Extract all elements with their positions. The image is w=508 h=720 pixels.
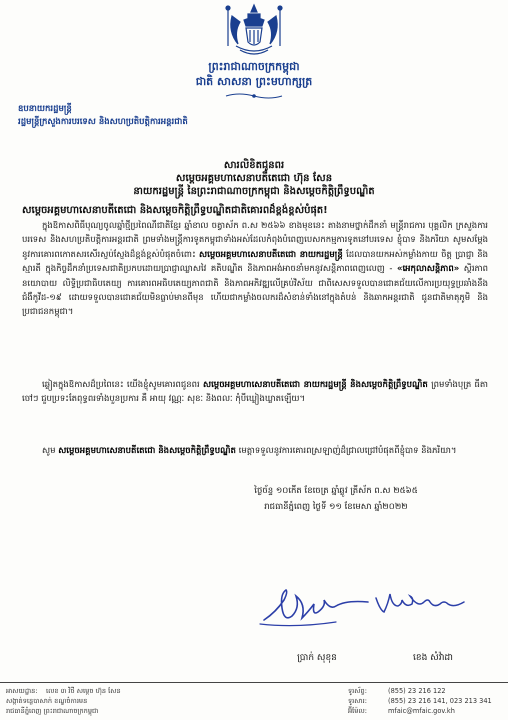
signature-left <box>256 582 376 630</box>
ornament-divider-icon <box>224 92 284 100</box>
salutation: សម្តេចអគ្គមហាសេនាបតីតេជោ និងសម្តេចកិត្តិព្រឹទ្ធបណ្ឌិតជាតិគោរពដ៏ខ្ពង់ខ្ពស់បំផុត! <box>22 205 328 216</box>
signature-right <box>372 586 468 620</box>
body-paragraph-3: សូម សម្តេចអគ្គមហាសេនាបតីតេជោ និងសម្តេចកិត្តិព្រឹទ្ធបណ្ឌិត មេត្តាទទួលនូវការគោរពស្រឡាញ់ដ៏ជ្រាលជ្រៅបំផុតពីខ្ញុំបាទ និងភរិយា។ <box>42 446 457 456</box>
solar-date: រាជធានីភ្នំពេញ ថ្ងៃទី ១១ ខែមេសា ឆ្នាំ២០២២ <box>264 502 408 512</box>
ministry-title-line2: រដ្ឋមន្ត្រីក្រសួងការបរទេស និងសហប្រតិបត្តិការអន្តរជាតិ <box>18 117 188 127</box>
signatory-name-left: ប្រាក់ សុខុន <box>297 653 337 663</box>
footer-address-line3: រាជធានីភ្នំពេញ ព្រះរាជាណាចក្រកម្ពុជា <box>6 707 99 715</box>
national-motto: ជាតិ សាសនា ព្រះមហាក្សត្រ <box>195 75 313 88</box>
royal-coat-of-arms-icon <box>224 2 284 58</box>
recipient-line2: នាយករដ្ឋមន្ត្រី នៃព្រះរាជាណាចក្រកម្ពុជា និងសម្តេចកិត្តិព្រឹទ្ធបណ្ឌិត <box>133 186 375 197</box>
kingdom-name: ព្រះរាជាណាចក្រកម្ពុជា <box>208 60 300 73</box>
signatory-name-right: ខេង សំវ៉ាដា <box>413 653 453 663</box>
recipient-line1: សម្តេចអគ្គមហាសេនាបតីតេជោ ហ៊ុន សែន <box>175 173 333 184</box>
letter-title: សារលិខិតជូនពរ <box>223 160 285 171</box>
lunar-date: ថ្ងៃច័ន្ទ ១០កើត ខែចេត្រ ឆ្នាំឆ្លូវ ត្រីស័ក ព.ស ២៥៦៥ <box>254 486 418 496</box>
footer-address-line1: អាសយដ្ឋាន: លេខ ៣ វិថី សម្តេច ហ៊ុន សែន <box>6 687 121 695</box>
body-paragraph-1: ក្នុងឱកាសពិធីបុណ្យចូលឆ្នាំថ្មីប្រពៃណីជាតិខ្មែរ ឆ្នាំខាល ចត្វាស័ក ព.ស ២៥៦៦ ខាងមុខនេះ តាងនាមថ្នាក់ដឹកនាំ មន្ត្រីរាជការ បុគ្គលិក ក្រសួងការបរទេស និងសហប្រតិបត្តិការអន្តរជាតិ ព្រមទាំងមន្ត្រីការទូតកម្ពុជាទាំងអស់ដែលកំពុងបំពេញបេសកកម្មការទូតនៅបរទេស ខ្ញុំបាទ និងភរិយា សូមសម្តែងនូវការគោរពកោតសរសើរស្ញប់ស្ញែងដ៏ខ្ពង់ខ្ពស់បំផុតចំពោះ សម្តេចអគ្គមហាសេនាបតីតេជោ នាយករដ្ឋមន្ត្រី ដែលបានយកអស់កម្លាំងកាយ ចិត្ត ប្រាជ្ញា និងស្មារតី ក្នុងកិច្ចដឹកនាំប្រទេសជាតិប្រកបដោយប្រាជ្ញាឈ្លាសវៃ គតិបណ្ឌិត និងភាពអង់អាចនាំមកនូវសន្តិភាពពេញលេញ - «អេកុលាសន្តិភាព» ស្ថិរភាពនយោបាយ លិទ្ធិប្រជាធិបតេយ្យ ការគោរពអធិបតេយ្យភាពជាតិ និងភាពអភិវឌ្ឍលើគ្រប់វិស័យ ជាពិសេសទទួលបានជោគជ័យលើការប្រយុទ្ធប្រឆាំងនឹងជំងឺកូវីដ-១៩ ដោយទទួលបានជោគជ័យមិនធ្លាប់មានពីមុន ហើយជាកម្លាំងចលករដ៏សំខាន់ទាំងនៅក្នុងតំបន់ និងឆាកអន្តរជាតិ ជូនជាតិមាតុភូមិ និងប្រជាជនកម្ពុជា។ <box>22 221 489 318</box>
footer-phone: ទូរស័ព្ទ: (855) 23 216 122 <box>348 687 446 695</box>
footer-address-line2: សង្កាត់ទន្លេបាសាក់ ខណ្ឌចំការមន <box>6 697 88 705</box>
body-paragraph-2: ឆ្លៀតក្នុងឱកាសដ៏ប្រពៃនេះ យើងខ្ញុំសូមគោរពជូនពរ សម្តេចអគ្គមហាសេនាបតីតេជោ នាយករដ្ឋមន្ត្រី និងសម្តេចកិត្តិព្រឹទ្ធបណ្ឌិត ព្រមទាំងបុត្រ ធីតា ចៅៗ ជួបប្រទះតែពុទ្ធពរទាំងបួនប្រការ គឺ អាយុ វណ្ណៈ សុខៈ និងពលៈ កុំបីឃ្លៀងឃ្លាតឡើយ។ <box>22 380 488 405</box>
footer-fax: ទូរសារ: (855) 23 216 141, 023 213 341 <box>348 697 492 705</box>
footer-email: អ៊ីម៉ែល: mfaic@mfaic.gov.kh <box>348 707 455 715</box>
footer-divider <box>0 682 508 683</box>
ministry-title-line1: ឧបនាយករដ្ឋមន្ត្រី <box>18 104 72 114</box>
